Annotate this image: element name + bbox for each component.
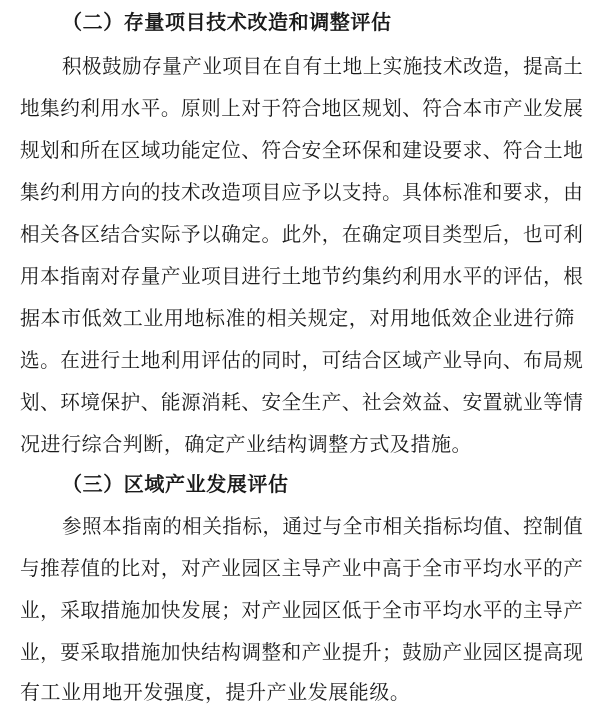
- paragraph-line: 集约利用方向的技术改造项目应予以支持。具体标准和要求，由: [20, 180, 584, 204]
- paragraph-line: 据本市低效工业用地标准的相关规定，对用地低效企业进行筛: [20, 306, 575, 330]
- paragraph-line: 参照本指南的相关指标，通过与全市相关指标均值、控制值: [62, 514, 584, 538]
- paragraph-line: 划、环境保护、能源消耗、安全生产、社会效益、安置就业等情: [20, 390, 584, 414]
- paragraph-line: 规划和所在区域功能定位、符合安全环保和建设要求、符合土地: [20, 138, 584, 162]
- section-heading-3: （三）区域产业发展评估: [62, 472, 289, 496]
- paragraph-line: 有工业用地开发强度，提升产业发展能级。: [20, 680, 411, 704]
- paragraph-line: 积极鼓励存量产业项目在自有土地上实施技术改造，提高土: [62, 54, 584, 78]
- paragraph-line: 相关各区结合实际予以确定。此外，在确定项目类型后，也可利: [20, 222, 584, 246]
- paragraph-line: 况进行综合判断，确定产业结构调整方式及措施。: [20, 432, 473, 456]
- paragraph-line: 与推荐值的比对，对产业园区主导产业中高于全市平均水平的产: [20, 556, 584, 580]
- paragraph-line: 业，要采取措施加快结构调整和产业提升；鼓励产业园区提高现: [20, 640, 584, 664]
- paragraph-line: 地集约利用水平。原则上对于符合地区规划、符合本市产业发展: [20, 96, 584, 120]
- section-heading-2: （二）存量项目技术改造和调整评估: [62, 10, 392, 34]
- paragraph-line: 业，采取措施加快发展；对产业园区低于全市平均水平的主导产: [20, 598, 584, 622]
- paragraph-line: 选。在进行土地利用评估的同时，可结合区域产业导向、布局规: [20, 348, 584, 372]
- paragraph-line: 用本指南对存量产业项目进行土地节约集约利用水平的评估，根: [20, 264, 584, 288]
